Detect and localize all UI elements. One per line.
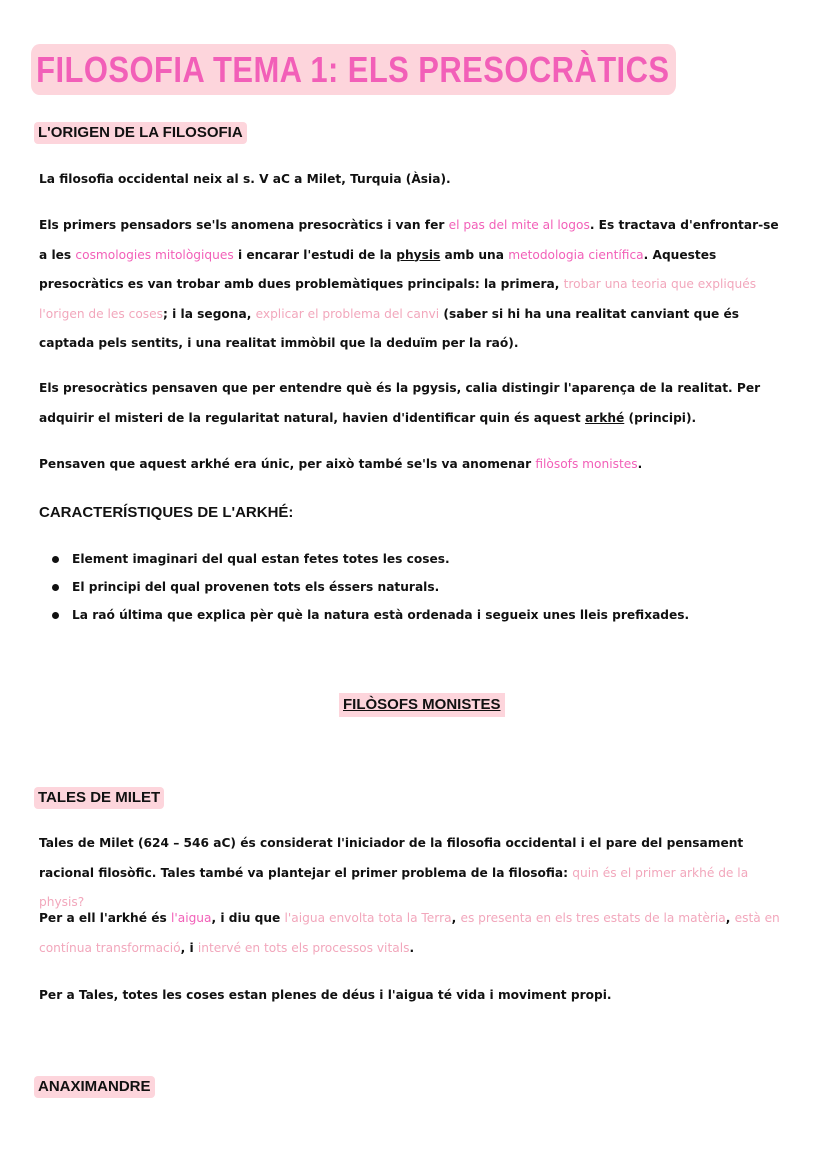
highlight-text: explicar el problema del canvi bbox=[255, 306, 440, 321]
text: . bbox=[637, 457, 643, 471]
highlight-text: metodologia científica bbox=[508, 247, 644, 262]
highlight-text: el pas del mite al logos bbox=[448, 218, 590, 232]
bullet-icon bbox=[52, 584, 59, 591]
text: . bbox=[409, 940, 415, 955]
list-item-text: El principi del qual provenen tots els éssers naturals. bbox=[72, 580, 440, 594]
list-item-text: Element imaginari del qual estan fetes totes les coses. bbox=[72, 552, 450, 566]
text: Els presocràtics pensaven que per entendre què és la pgysis, calia distingir l'aparença de la realitat. Per adquirir el misteri de la regularitat natural, havien d'identificar quin és aquest bbox=[39, 381, 761, 425]
text: Per a ell l'arkhé és bbox=[39, 911, 171, 925]
paragraph-origen-3 bbox=[39, 374, 789, 433]
highlight-text: quin és el primer arkhé de la physis? bbox=[39, 865, 749, 909]
list-item bbox=[39, 573, 689, 601]
text: . Es tractava d'enfrontar-se a les bbox=[39, 218, 779, 262]
text: Tales de Milet (624 – 546 aC) és considerat l'iniciador de la filosofia occidental i el pare del pensament racional filosòfic. Tales també va plantejar el primer problema de la filosofia: bbox=[39, 836, 744, 880]
paragraph-origen-1: La filosofia occidental neix al s. V aC a Milet, Turquia (Àsia). bbox=[39, 172, 451, 186]
highlight-text: cosmologies mitològiques bbox=[75, 247, 234, 262]
highlight-text: l'aigua envolta tota la Terra bbox=[284, 911, 452, 925]
text: ; i la segona, bbox=[163, 306, 256, 321]
text: (saber si hi ha una realitat canviant que és captada pels sentits, i una realitat immòbil que la deduïm per la raó). bbox=[39, 306, 740, 350]
list-item bbox=[39, 545, 689, 573]
list-item bbox=[39, 601, 689, 629]
paragraph-tales-3: Per a Tales, totes les coses estan plenes de déus i l'aigua té vida i moviment propi. bbox=[39, 988, 612, 1002]
underlined-term: arkhé bbox=[584, 410, 625, 425]
underlined-term: physis bbox=[396, 247, 441, 262]
page-title: FILOSOFIA TEMA 1: ELS PRESOCRÀTICS bbox=[31, 44, 676, 95]
arkhe-characteristics-list bbox=[39, 545, 689, 629]
paragraph-tales-2 bbox=[39, 904, 789, 963]
highlight-text: intervé en tots els processos vitals bbox=[197, 940, 410, 955]
heading-tales: TALES DE MILET bbox=[34, 787, 164, 809]
text: Els primers pensadors se'ls anomena presocràtics i van fer bbox=[39, 218, 449, 232]
highlight-text: es presenta en els tres estats de la matèria bbox=[460, 911, 726, 925]
highlight-text: trobar una teoria que expliqués l'origen de les coses bbox=[39, 277, 757, 321]
text: , bbox=[725, 911, 735, 925]
text: . Aquestes presocràtics es van trobar amb dues problemàtiques principals: la primera, bbox=[39, 247, 717, 291]
highlight-text: filòsofs monistes bbox=[535, 457, 638, 471]
text: , i diu que bbox=[211, 911, 285, 925]
text: , bbox=[451, 911, 461, 925]
bullet-icon bbox=[52, 612, 59, 619]
text: i encarar l'estudi de la bbox=[233, 247, 397, 262]
highlight-text: l'aigua bbox=[170, 911, 212, 925]
highlight-text: està en contínua transformació bbox=[39, 911, 780, 955]
paragraph-origen-4 bbox=[39, 450, 789, 480]
text: , i bbox=[180, 940, 198, 955]
bullet-icon bbox=[52, 556, 59, 563]
heading-origen: L'ORIGEN DE LA FILOSOFIA bbox=[34, 122, 247, 144]
paragraph-origen-2 bbox=[39, 211, 789, 359]
heading-monistes: FILÒSOFS MONISTES bbox=[339, 693, 505, 717]
text: amb una bbox=[440, 247, 509, 262]
text: (principi). bbox=[624, 410, 697, 425]
heading-anaximandre: ANAXIMANDRE bbox=[34, 1076, 155, 1098]
heading-caracteristiques: CARACTERÍSTIQUES DE L'ARKHÉ: bbox=[39, 504, 294, 521]
list-item-text: La raó última que explica pèr què la natura està ordenada i segueix unes lleis prefixades. bbox=[72, 608, 690, 622]
text: Pensaven que aquest arkhé era únic, per això també se'ls va anomenar bbox=[39, 457, 536, 471]
